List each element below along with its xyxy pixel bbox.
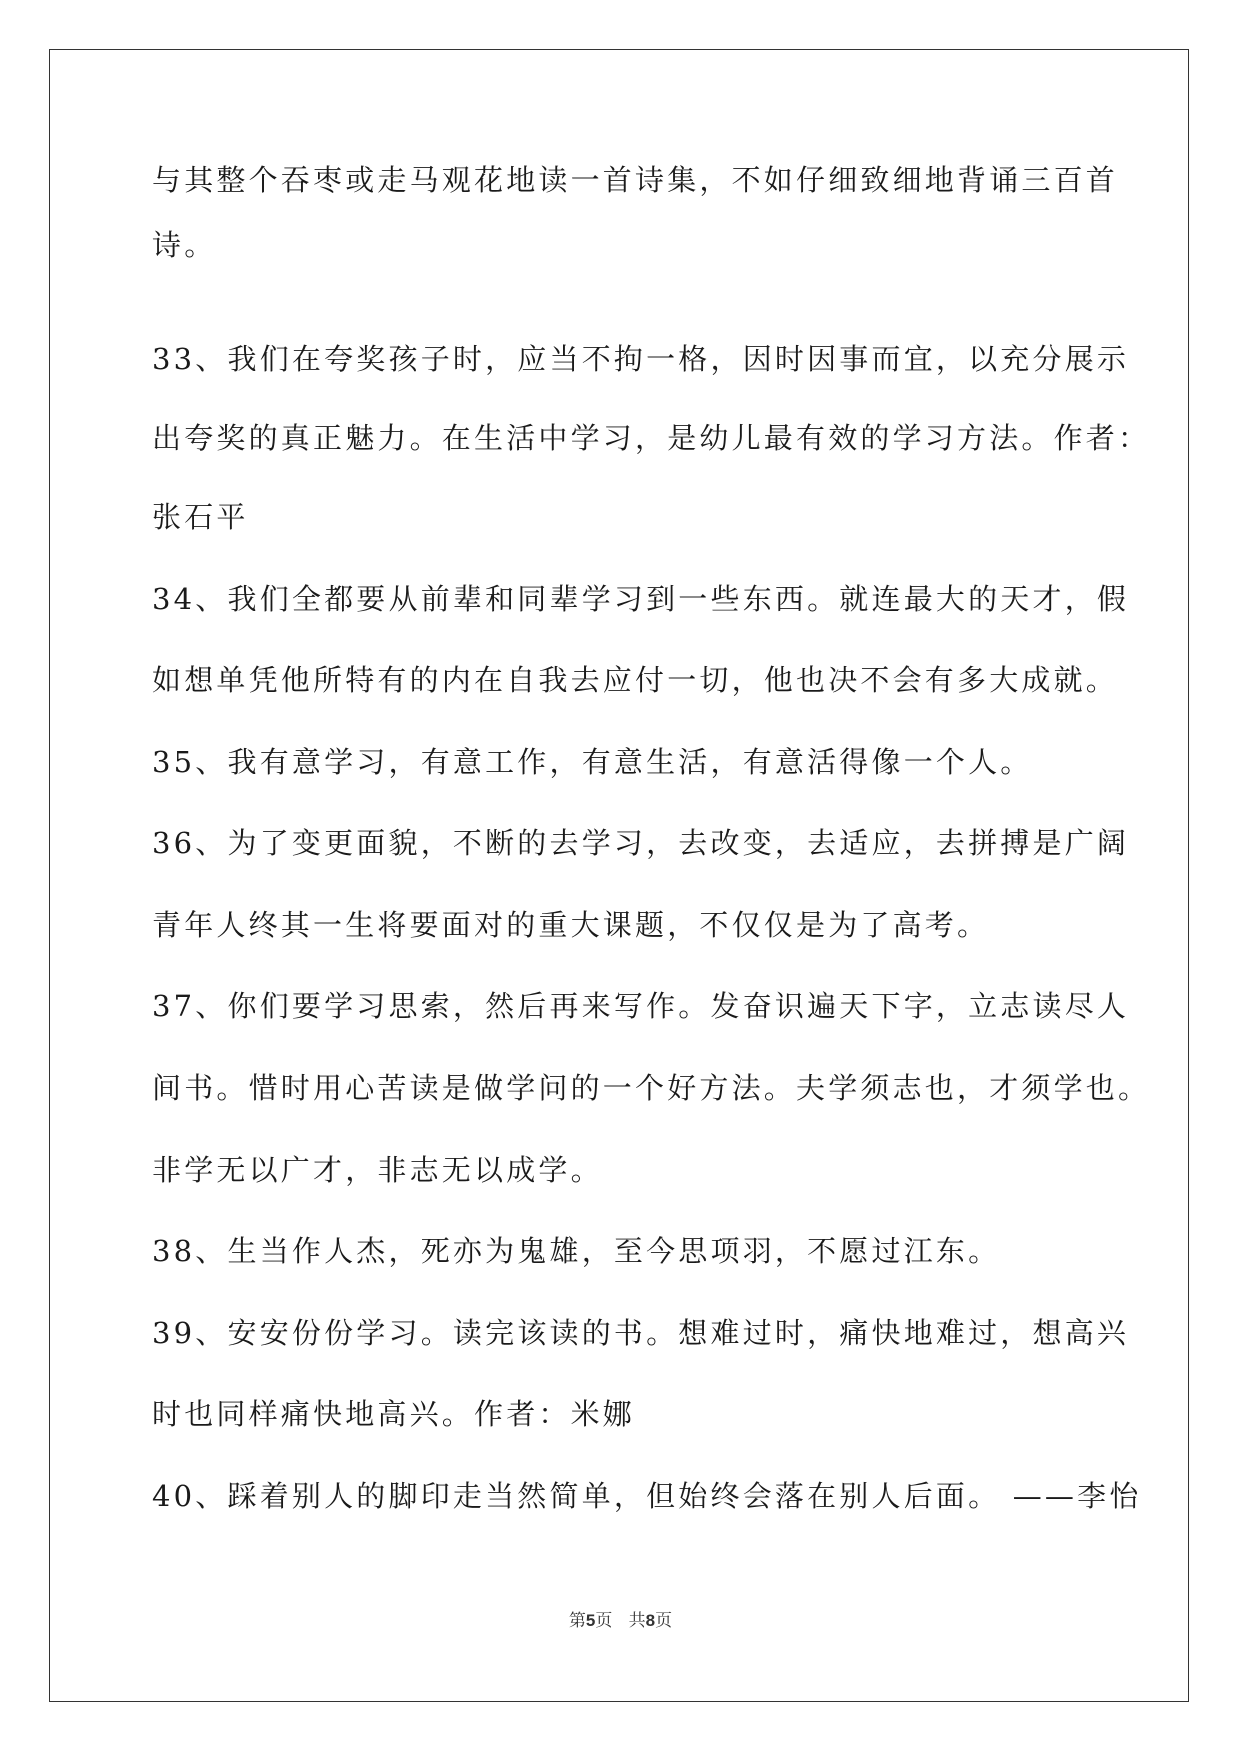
text-line: 35、我有意学习，有意工作，有意生活，有意活得像一个人。 xyxy=(152,745,1033,779)
text-line: 如想单凭他所特有的内在自我去应付一切，他也决不会有多大成就。 xyxy=(152,663,1119,697)
text-line: 张石平 xyxy=(152,500,249,534)
text-line: 40、踩着别人的脚印走当然简单，但始终会落在别人后面。 ——李怡 xyxy=(152,1479,1142,1513)
page-suffix: 页 xyxy=(595,1611,613,1631)
text-line: 诗。 xyxy=(152,228,217,262)
text-line: 38、生当作人杰，死亦为鬼雄，至今思项羽，不愿过江东。 xyxy=(152,1234,1001,1268)
page-prefix: 第 xyxy=(568,1611,586,1631)
text-line: 34、我们全都要从前辈和同辈学习到一些东西。就连最大的天才，假 xyxy=(152,582,1130,616)
page-border xyxy=(49,49,1189,1702)
total-prefix: 共 xyxy=(628,1611,646,1631)
text-line: 36、为了变更面貌，不断的去学习，去改变，去适应，去拼搏是广阔 xyxy=(152,826,1130,860)
total-suffix: 页 xyxy=(655,1611,673,1631)
page-footer xyxy=(0,1606,1241,1631)
text-line: 33、我们在夸奖孩子时，应当不拘一格，因时因事而宜，以充分展示 xyxy=(152,342,1130,376)
text-line: 出夸奖的真正魅力。在生活中学习，是幼儿最有效的学习方法。作者： xyxy=(152,421,1151,455)
text-line: 非学无以广才，非志无以成学。 xyxy=(152,1153,603,1187)
text-line: 间书。惜时用心苦读是做学问的一个好方法。夫学须志也，才须学也。 xyxy=(152,1071,1151,1105)
text-line: 39、安安份份学习。读完该读的书。想难过时，痛快地难过，想高兴 xyxy=(152,1316,1130,1350)
page-total: 8 xyxy=(645,1611,656,1630)
text-line: 时也同样痛快地高兴。作者：米娜 xyxy=(152,1397,636,1431)
page-current: 5 xyxy=(585,1611,596,1630)
text-line: 青年人终其一生将要面对的重大课题，不仅仅是为了高考。 xyxy=(152,908,990,942)
text-line: 37、你们要学习思索，然后再来写作。发奋识遍天下字，立志读尽人 xyxy=(152,989,1130,1023)
text-line: 与其整个吞枣或走马观花地读一首诗集，不如仔细致细地背诵三百首 xyxy=(152,163,1119,197)
